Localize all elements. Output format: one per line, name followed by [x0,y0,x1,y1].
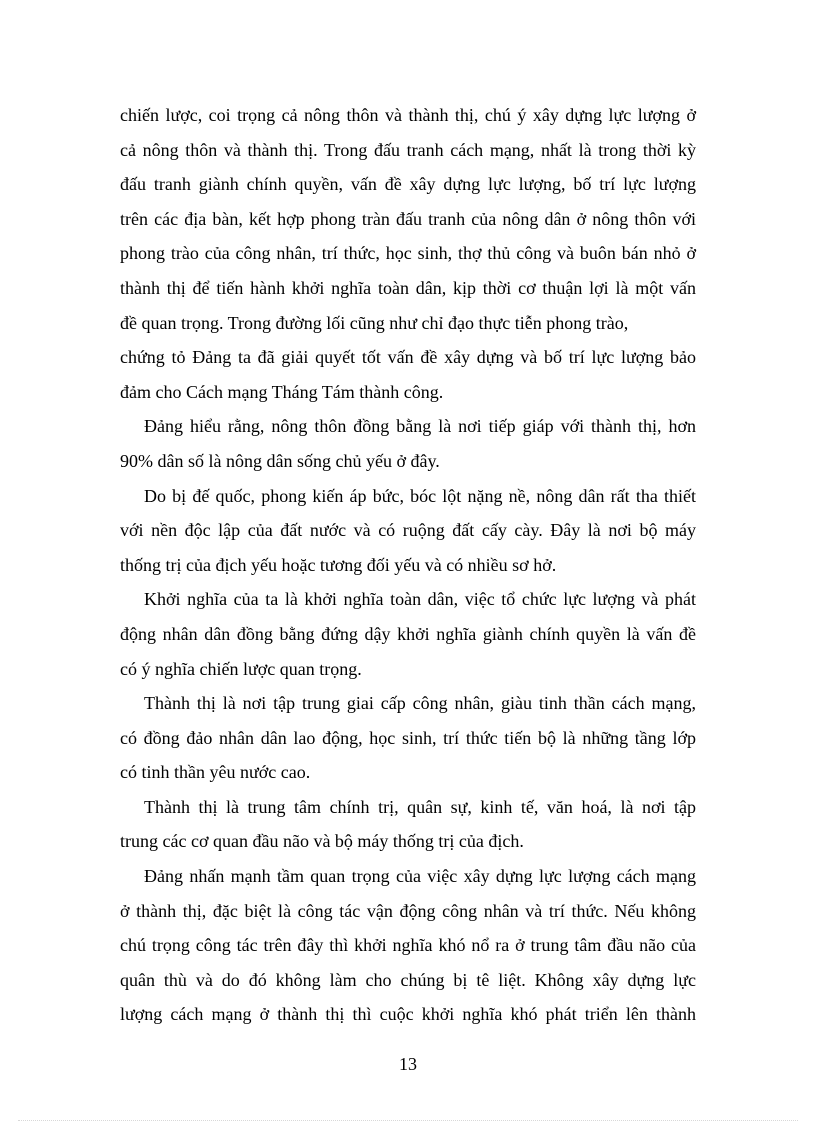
text-line: đấu tranh giành chính quyền, vấn đề xây dựng lực lượng, bố trí lực lượng [120,174,696,195]
text-line: phong trào của công nhân, trí thức, học sinh, thợ thủ công và buôn bán nhỏ ở [120,243,696,264]
text-line: 90% dân số là nông dân sống chủ yếu ở đây. [120,450,440,471]
text-line: thành thị để tiến hành khởi nghĩa toàn dân, kịp thời cơ thuận lợi là một vấn [120,277,696,298]
text-line: cả nông thôn và thành thị. Trong đấu tranh cách mạng, nhất là trong thời kỳ [120,139,696,160]
text-line: Đảng nhấn mạnh tầm quan trọng của việc xây dựng lực lượng cách mạng [144,866,696,887]
text-line: Thành thị là nơi tập trung giai cấp công nhân, giàu tinh thần cách mạng, [144,693,696,714]
text-line: có tinh thần yêu nước cao. [120,762,311,783]
text-line: chú trọng công tác trên đây thì khởi nghĩa khó nổ ra ở trung tâm đầu não của [120,935,696,956]
text-line: Khởi nghĩa của ta là khởi nghĩa toàn dân, việc tổ chức lực lượng và phát [144,589,696,610]
text-line: lượng cách mạng ở thành thị thì cuộc khởi nghĩa khó phát triển lên thành [120,1004,696,1025]
text-line: có ý nghĩa chiến lược quan trọng. [120,658,362,679]
page-number: 13 [399,1054,417,1074]
text-line: chứng tỏ Đảng ta đã giải quyết tốt vấn đề xây dựng và bố trí lực lượng bảo [120,347,696,368]
page-divider [18,1120,798,1121]
text-line: đảm cho Cách mạng Tháng Tám thành công. [120,381,444,402]
text-line: Do bị đế quốc, phong kiến áp bức, bóc lột nặng nề, nông dân rất tha thiết [144,485,696,506]
text-line: ở thành thị, đặc biệt là công tác vận động công nhân và trí thức. Nếu không [120,900,696,921]
text-line: đề quan trọng. Trong đường lối cũng như chỉ đạo thực tiễn phong trào, [120,312,629,333]
body-text [120,98,696,1032]
text-line: có đồng đảo nhân dân lao động, học sinh, trí thức tiến bộ là những tầng lớp [120,727,696,748]
text-line: chiến lược, coi trọng cả nông thôn và thành thị, chú ý xây dựng lực lượng ở [120,105,696,125]
text-line: với nền độc lập của đất nước và có ruộng đất cấy cày. Đây là nơi bộ máy [120,520,696,541]
text-line: động nhân dân đồng bằng đứng dậy khởi nghĩa giành chính quyền là vấn đề [120,623,696,644]
text-line: thống trị của địch yếu hoặc tương đối yếu và có nhiều sơ hở. [120,554,557,575]
text-line: trên các địa bàn, kết hợp phong tràn đấu tranh của nông dân ở nông thôn với [120,208,696,229]
text-line: trung các cơ quan đầu não và bộ máy thống trị của địch. [120,831,524,852]
text-line: Đảng hiểu rằng, nông thôn đồng bằng là nơi tiếp giáp với thành thị, hơn [144,416,696,437]
text-line: Thành thị là trung tâm chính trị, quân sự, kinh tế, văn hoá, là nơi tập [144,796,696,817]
text-line: quân thù và do đó không làm cho chúng bị tê liệt. Không xây dựng lực [120,969,696,990]
